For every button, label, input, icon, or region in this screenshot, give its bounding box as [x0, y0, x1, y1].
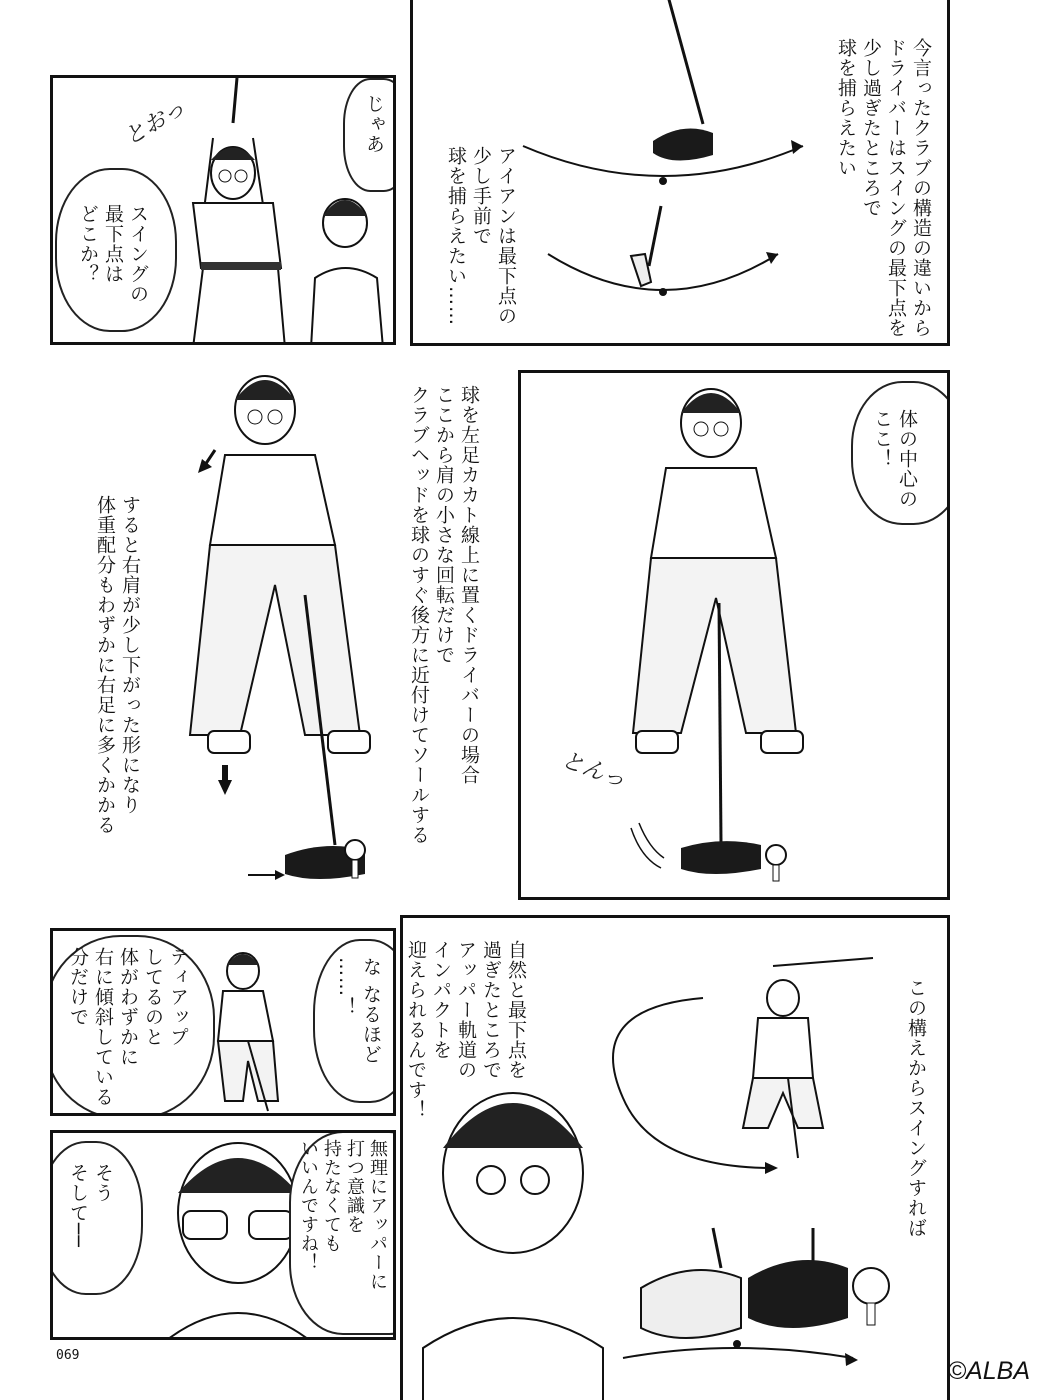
narration-setup: 球を左足カカト線上に置くドライバーの場合 ここから肩の小さな回転だけで クラブヘッドを球のすぐ後方に近付けてソールする	[408, 385, 480, 845]
panel-6	[400, 915, 950, 1400]
narration-upper-impact: 自然と最下点を 過ぎたところで アッパー軌道の インパクトを 迎えられるんです！	[405, 940, 527, 1120]
panel-4	[518, 370, 950, 900]
panel-3	[90, 355, 510, 895]
narration-iron: アイアンは最下点の 少し手前で 球を捕らえたい……	[445, 146, 517, 326]
sfx-tooh: とおっ	[120, 95, 190, 151]
speech-text: ティアップ してるのと 体がわずかに 右に傾斜している 分だけで	[67, 947, 189, 1107]
sfx-ton: とんっ	[558, 747, 629, 794]
speech-text: スイングの 最下点は どこか？	[77, 204, 149, 304]
caption-swing: この構えからスイングすれば	[905, 978, 927, 1238]
panel-5	[50, 928, 396, 1116]
speech-text: 体の中心の ここ！	[871, 409, 918, 509]
panel-7	[50, 1130, 396, 1340]
narration-driver: 今言ったクラブの構造の違いから ドライバーはスイングの最下点を 少し過ぎたところで 球を捕らえたい	[835, 38, 932, 338]
panel-2	[410, 0, 950, 346]
speech-text: 無理にアッパーに 打つ意識を 持たなくても いいんですね！	[298, 1139, 388, 1291]
page-number: 069	[56, 1348, 80, 1363]
narration-weight-shift: すると右肩が少し下がった形になり 体重配分もわずかに右足に多くかかる	[94, 495, 141, 835]
copyright-credit: ©ALBA	[947, 1357, 1030, 1385]
speech-text: じゃあ	[363, 94, 385, 154]
panel-1	[50, 75, 396, 345]
speech-text: そう そして──	[67, 1163, 114, 1248]
speech-text: な なるほど ……！	[335, 957, 382, 1065]
